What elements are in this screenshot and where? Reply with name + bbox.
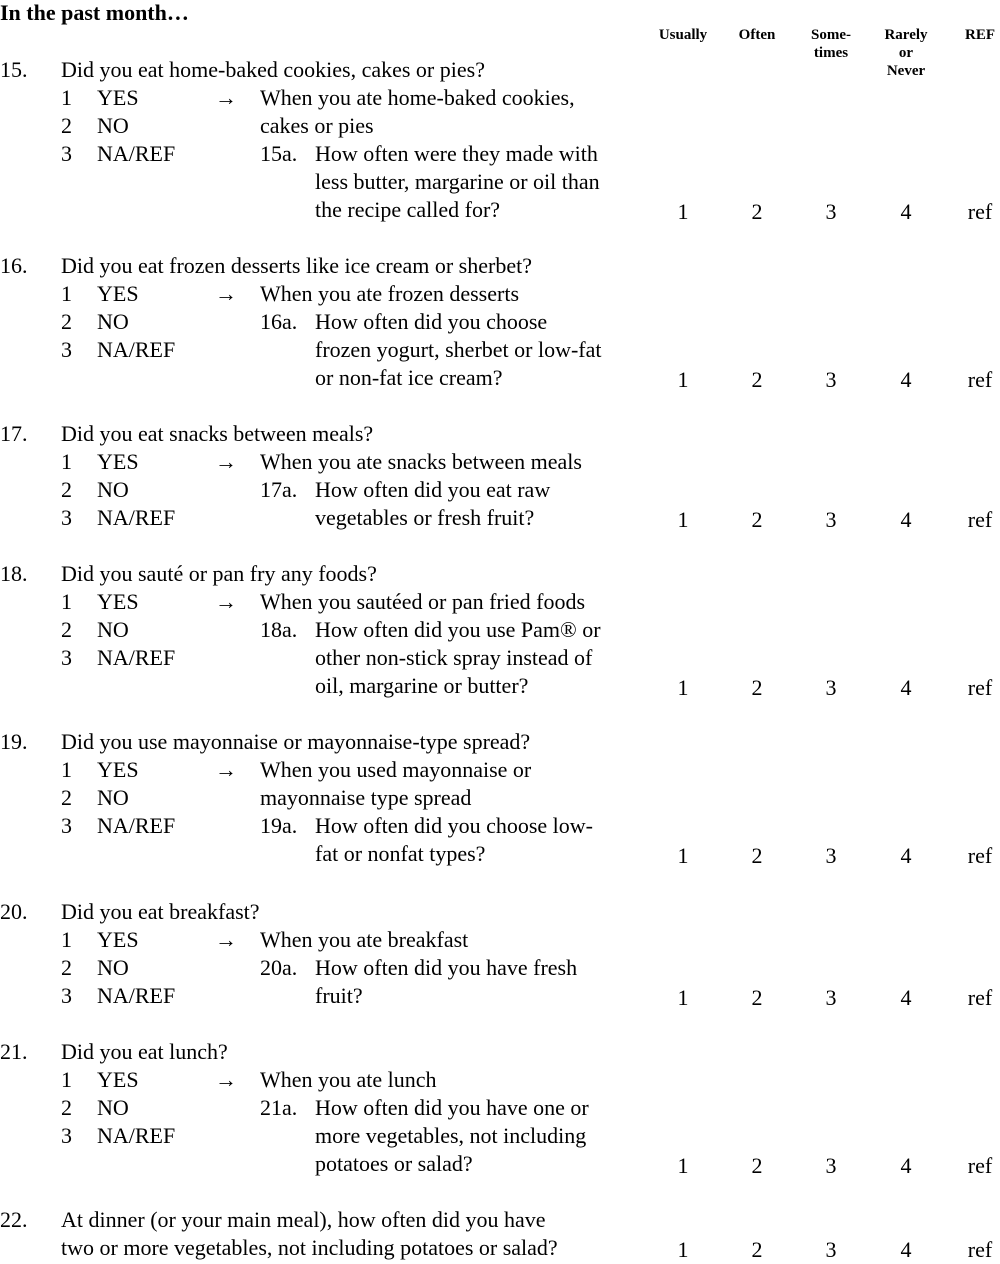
response-code-often[interactable]: 2 [751,367,763,392]
answer-option-yes[interactable]: YES [97,757,139,782]
follow-up-condition: When you ate snacks between meals [260,449,582,474]
follow-up-number: 15a. [260,141,298,166]
follow-up-question: How often did you have one or [315,1095,589,1120]
answer-option-no[interactable]: NO [97,617,129,642]
question-number: 21. [0,1039,28,1064]
column-header-often [717,26,797,44]
answer-option-code[interactable]: 1 [61,757,72,782]
response-code-sometimes[interactable]: 3 [825,367,837,392]
answer-option-code[interactable]: 3 [61,983,72,1008]
question-number: 17. [0,421,28,446]
arrow-right-icon: → [215,1067,237,1092]
arrow-right-icon: → [215,757,237,782]
response-code-rarely[interactable]: 4 [900,199,912,224]
answer-option-no[interactable]: NO [97,477,129,502]
question-text: Did you sauté or pan fry any foods? [61,561,377,586]
answer-option-code[interactable]: 2 [61,477,72,502]
response-code-rarely[interactable]: 4 [900,843,912,868]
follow-up-condition: When you sautéed or pan fried foods [260,589,586,614]
answer-option-na-ref[interactable]: NA/REF [97,141,176,166]
answer-option-code[interactable]: 3 [61,813,72,838]
column-header-line: times [813,45,849,61]
response-code-often[interactable]: 2 [751,507,763,532]
follow-up-condition: When you ate home-baked cookies, [260,85,575,110]
response-code-usually[interactable]: 1 [677,367,689,392]
answer-option-code[interactable]: 3 [61,337,72,362]
response-code-ref[interactable]: ref [967,367,993,392]
answer-option-code[interactable]: 1 [61,449,72,474]
response-code-usually[interactable]: 1 [677,1153,689,1178]
response-code-ref[interactable]: ref [967,675,993,700]
column-header-line: Often [738,27,776,43]
answer-option-code[interactable]: 3 [61,645,72,670]
response-code-rarely[interactable]: 4 [900,367,912,392]
follow-up-question: How often did you have fresh [315,955,578,980]
answer-option-code[interactable]: 2 [61,955,72,980]
response-code-often[interactable]: 2 [751,985,763,1010]
response-code-rarely[interactable]: 4 [900,675,912,700]
arrow-right-icon: → [215,449,237,474]
follow-up-question: oil, margarine or butter? [315,673,529,698]
response-code-sometimes[interactable]: 3 [825,985,837,1010]
response-code-sometimes[interactable]: 3 [825,675,837,700]
response-code-rarely[interactable]: 4 [900,1237,912,1262]
response-code-often[interactable]: 2 [751,1153,763,1178]
follow-up-question: fat or nonfat types? [315,841,486,866]
follow-up-condition: When you ate frozen desserts [260,281,520,306]
answer-option-code[interactable]: 3 [61,505,72,530]
follow-up-condition: When you ate lunch [260,1067,437,1092]
follow-up-question: other non-stick spray instead of [315,645,593,670]
response-code-ref[interactable]: ref [967,985,993,1010]
answer-option-code[interactable]: 2 [61,617,72,642]
question-text: Did you eat home-baked cookies, cakes or pies? [61,57,485,82]
response-code-usually[interactable]: 1 [677,843,689,868]
follow-up-question: fruit? [315,983,363,1008]
response-code-usually[interactable]: 1 [677,507,689,532]
answer-option-no[interactable]: NO [97,785,129,810]
response-code-usually[interactable]: 1 [677,675,689,700]
column-header-line: or [898,45,914,61]
response-code-often[interactable]: 2 [751,675,763,700]
answer-option-no[interactable]: NO [97,113,129,138]
response-code-usually[interactable]: 1 [677,985,689,1010]
answer-option-yes[interactable]: YES [97,85,139,110]
column-header-line: Usually [658,27,708,43]
column-header-sometimes [791,26,871,62]
follow-up-number: 20a. [260,955,298,980]
question-number: 16. [0,253,28,278]
arrow-right-icon: → [215,281,237,306]
follow-up-question: How often did you choose low- [315,813,594,838]
arrow-right-icon: → [215,85,237,110]
answer-option-yes[interactable]: YES [97,449,139,474]
response-code-sometimes[interactable]: 3 [825,1237,837,1262]
follow-up-condition: mayonnaise type spread [260,785,472,810]
answer-option-yes[interactable]: YES [97,589,139,614]
follow-up-number: 21a. [260,1095,298,1120]
answer-option-code[interactable]: 2 [61,1095,72,1120]
response-code-sometimes[interactable]: 3 [825,199,837,224]
response-code-sometimes[interactable]: 3 [825,1153,837,1178]
section-heading: In the past month… [0,0,189,25]
question-number: 18. [0,561,28,586]
column-header-usually [643,26,723,44]
question-text: Did you use mayonnaise or mayonnaise-type spread? [61,729,531,754]
answer-option-na-ref[interactable]: NA/REF [97,337,176,362]
column-header-line: Never [886,63,926,79]
follow-up-question: more vegetables, not including [315,1123,587,1148]
follow-up-question: How often were they made with [315,141,598,166]
answer-option-code[interactable]: 1 [61,589,72,614]
response-code-ref[interactable]: ref [967,1153,993,1178]
response-code-ref[interactable]: ref [967,843,993,868]
answer-option-code[interactable]: 1 [61,1067,72,1092]
question-number: 22. [0,1207,28,1232]
answer-option-code[interactable]: 2 [61,785,72,810]
question-text: Did you eat frozen desserts like ice cream or sherbet? [61,253,532,278]
follow-up-question: How often did you eat raw [315,477,551,502]
answer-option-code[interactable]: 3 [61,141,72,166]
follow-up-condition: When you used mayonnaise or [260,757,532,782]
answer-option-no[interactable]: NO [97,309,129,334]
follow-up-question: How often did you use Pam® or [315,617,601,642]
response-code-rarely[interactable]: 4 [900,985,912,1010]
answer-option-na-ref[interactable]: NA/REF [97,813,176,838]
answer-option-no[interactable]: NO [97,1095,129,1120]
column-header-line: Some- [811,27,851,43]
follow-up-number: 17a. [260,477,298,502]
question-text: two or more vegetables, not including potatoes or salad? [61,1235,558,1260]
follow-up-question: frozen yogurt, sherbet or low-fat [315,337,602,362]
question-number: 15. [0,57,28,82]
response-code-usually[interactable]: 1 [677,1237,689,1262]
follow-up-question: How often did you choose [315,309,548,334]
question-text: At dinner (or your main meal), how often did you have [61,1207,546,1232]
answer-option-code[interactable]: 2 [61,113,72,138]
answer-option-na-ref[interactable]: NA/REF [97,983,176,1008]
response-code-often[interactable]: 2 [751,843,763,868]
arrow-right-icon: → [215,927,237,952]
answer-option-code[interactable]: 1 [61,281,72,306]
follow-up-condition: cakes or pies [260,113,374,138]
response-code-ref[interactable]: ref [967,1237,993,1262]
answer-option-no[interactable]: NO [97,955,129,980]
column-header-ref [940,26,1000,44]
answer-option-code[interactable]: 3 [61,1123,72,1148]
response-code-sometimes[interactable]: 3 [825,507,837,532]
follow-up-question: the recipe called for? [315,197,501,222]
column-header-rarely [866,26,946,80]
response-code-rarely[interactable]: 4 [900,507,912,532]
column-header-line: REF [965,27,995,43]
question-text: Did you eat lunch? [61,1039,228,1064]
response-code-sometimes[interactable]: 3 [825,843,837,868]
follow-up-number: 16a. [260,309,298,334]
question-number: 19. [0,729,28,754]
answer-option-yes[interactable]: YES [97,927,139,952]
question-text: Did you eat breakfast? [61,899,260,924]
response-code-ref[interactable]: ref [967,199,993,224]
response-code-usually[interactable]: 1 [677,199,689,224]
column-header-line: Rarely [884,27,928,43]
answer-option-na-ref[interactable]: NA/REF [97,1123,176,1148]
question-number: 20. [0,899,28,924]
follow-up-condition: When you ate breakfast [260,927,469,952]
response-code-often[interactable]: 2 [751,1237,763,1262]
response-code-rarely[interactable]: 4 [900,1153,912,1178]
answer-option-code[interactable]: 1 [61,927,72,952]
answer-option-yes[interactable]: YES [97,281,139,306]
response-code-often[interactable]: 2 [751,199,763,224]
answer-option-code[interactable]: 2 [61,309,72,334]
answer-option-yes[interactable]: YES [97,1067,139,1092]
follow-up-question: vegetables or fresh fruit? [315,505,535,530]
answer-option-na-ref[interactable]: NA/REF [97,505,176,530]
answer-option-na-ref[interactable]: NA/REF [97,645,176,670]
follow-up-number: 19a. [260,813,298,838]
answer-option-code[interactable]: 1 [61,85,72,110]
follow-up-number: 18a. [260,617,298,642]
follow-up-question: potatoes or salad? [315,1151,473,1176]
question-text: Did you eat snacks between meals? [61,421,374,446]
response-code-ref[interactable]: ref [967,507,993,532]
follow-up-question: less butter, margarine or oil than [315,169,600,194]
arrow-right-icon: → [215,589,237,614]
follow-up-question: or non-fat ice cream? [315,365,503,390]
